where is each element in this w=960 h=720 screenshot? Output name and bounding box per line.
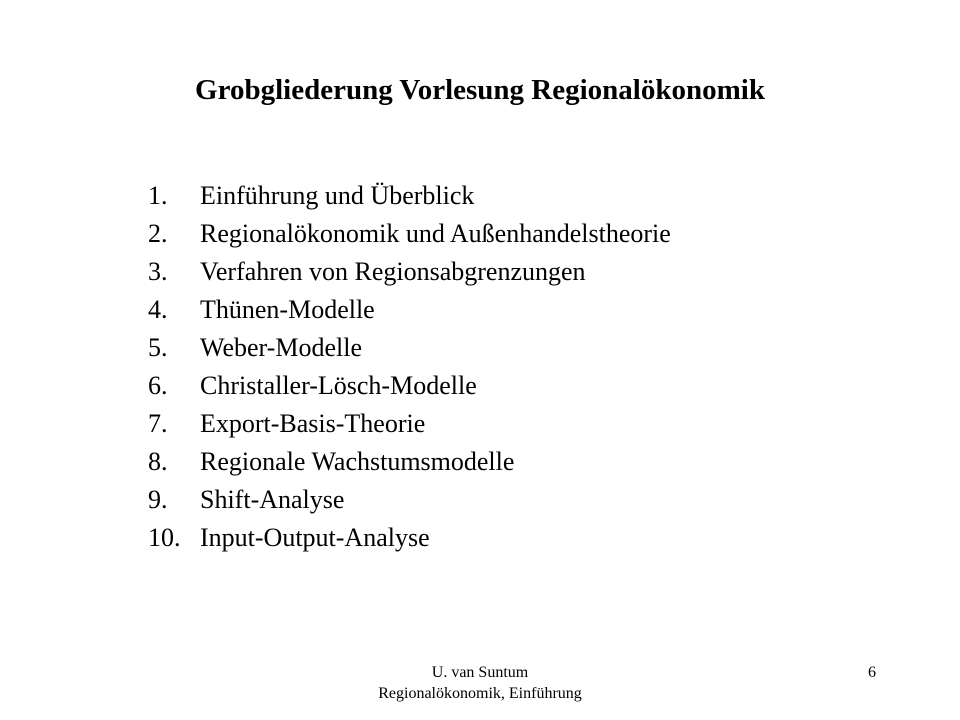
- item-text: Einführung und Überblick: [200, 181, 475, 210]
- item-text: Input-Output-Analyse: [200, 523, 430, 552]
- item-text: Verfahren von Regionsabgrenzungen: [200, 257, 586, 286]
- page-number: 6: [868, 664, 876, 681]
- item-number: 1.: [148, 181, 168, 210]
- outline-list: [148, 177, 671, 557]
- list-item: [148, 177, 671, 215]
- item-text: Weber-Modelle: [200, 333, 362, 362]
- item-number: 3.: [148, 257, 168, 286]
- footer-author: U. van Suntum: [431, 664, 529, 681]
- item-text: Christaller-Lösch-Modelle: [200, 371, 477, 400]
- item-text: Regionale Wachstumsmodelle: [200, 447, 515, 476]
- item-number: 9.: [148, 485, 168, 514]
- item-number: 6.: [148, 371, 168, 400]
- item-number: 8.: [148, 447, 168, 476]
- footer-subtitle: Regionalökonomik, Einführung: [378, 685, 582, 702]
- list-item: [148, 481, 671, 519]
- list-item: [148, 215, 671, 253]
- footer: [0, 662, 960, 704]
- list-item: [148, 443, 671, 481]
- item-number: 10.: [148, 523, 181, 552]
- list-item: [148, 405, 671, 443]
- item-number: 4.: [148, 295, 168, 324]
- item-number: 5.: [148, 333, 168, 362]
- item-number: 2.: [148, 219, 168, 248]
- item-text: Export-Basis-Theorie: [200, 409, 426, 438]
- list-item: [148, 253, 671, 291]
- slide-title: Grobgliederung Vorlesung Regionalökonomik: [195, 74, 765, 106]
- item-text: Shift-Analyse: [200, 485, 345, 514]
- list-item: [148, 329, 671, 367]
- item-text: Thünen-Modelle: [200, 295, 375, 324]
- list-item: [148, 291, 671, 329]
- list-item: [148, 367, 671, 405]
- item-text: Regionalökonomik und Außenhandelstheorie: [200, 219, 671, 248]
- item-number: 7.: [148, 409, 168, 438]
- list-item: [148, 519, 671, 557]
